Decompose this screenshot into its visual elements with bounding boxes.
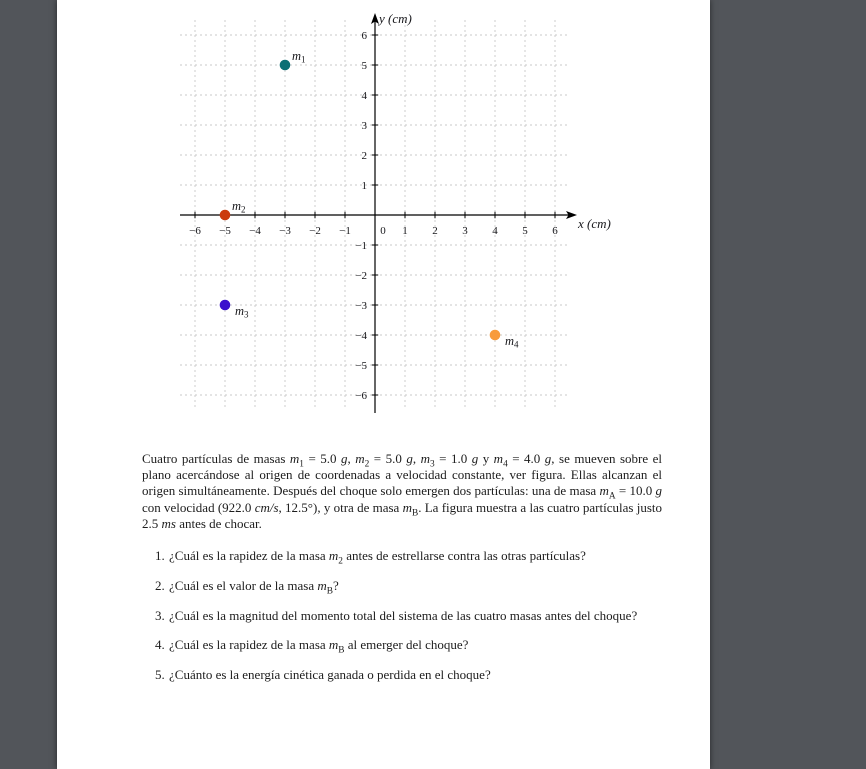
question-item <box>142 637 662 656</box>
y-tick-label: −6 <box>355 390 367 402</box>
question-number: 4. <box>155 637 165 653</box>
axes <box>180 19 571 413</box>
y-tick-label: 1 <box>361 180 367 192</box>
y-tick-label: 6 <box>361 30 367 42</box>
question-text: ¿Cuánto es la energía cinética ganada o perdida en el choque? <box>169 667 491 683</box>
point-m1 <box>280 60 291 71</box>
x-tick-label: 2 <box>432 225 438 237</box>
x-tick-label: −6 <box>189 225 201 237</box>
point-m2 <box>220 210 231 221</box>
question-text: ¿Cuál es la rapidez de la masa $m_B$ al emerger del choque? <box>169 637 469 656</box>
x-tick-label: 6 <box>552 225 558 237</box>
question-number: 2. <box>155 577 165 593</box>
question-text: ¿Cuál es el valor de la masa $m_B$? <box>169 577 339 597</box>
y-tick-label: −1 <box>355 240 367 252</box>
x-tick-label: 0 <box>380 225 386 237</box>
point-label-m4: $m_4$ <box>505 334 519 350</box>
x-tick-label: −1 <box>339 225 351 237</box>
x-tick-label: −2 <box>309 225 321 237</box>
document-page <box>57 0 710 769</box>
question-item <box>142 548 662 567</box>
x-tick-label: 1 <box>402 225 408 237</box>
y-tick-label: 4 <box>361 90 367 102</box>
point-m3 <box>220 300 231 311</box>
y-tick-label: −4 <box>355 330 367 342</box>
data-points <box>220 49 519 350</box>
question-item <box>142 667 662 683</box>
x-tick-label: 4 <box>492 225 498 237</box>
question-number: 1. <box>155 548 165 563</box>
question-item <box>142 577 662 597</box>
question-text: ¿Cuál es la rapidez de la masa $m_2$ antes de estrellarse contra las otras partículas? <box>169 548 586 567</box>
point-m4 <box>490 330 501 341</box>
y-tick-label: 5 <box>361 60 367 72</box>
y-tick-label: 3 <box>361 120 367 132</box>
y-tick-label: 2 <box>361 150 367 162</box>
problem-statement: Cuatro partículas de masas $m_1 = 5.0$ g, $m_2 = 5.0$ g, $m_3 = 1.0$ g y $m_4 = 4.0$ g, se mueven sobre el plano acercándose al origen de coordenadas a velocidad constante, ver figura. Ellas alcanzan el origen simultáneamente. Después del choque solo emergen dos partículas: una de masa $m_A = 10.0$ g con velocidad (922.0 cm/s, 12.5°), y otra de masa $m_B$. La figura muestra a las cuatro partículas justo 2.5 ms antes de chocar. <box>142 451 662 531</box>
x-tick-label: 3 <box>462 225 468 237</box>
question-text: ¿Cuál es la magnitud del momento total del sistema de las cuatro masas antes del choque? <box>169 607 638 623</box>
point-label-m2: $m_2$ <box>232 199 246 215</box>
y-tick-label: −2 <box>355 270 367 282</box>
x-tick-label: −3 <box>279 225 291 237</box>
x-tick-label: 5 <box>522 225 528 237</box>
question-number: 5. <box>155 667 165 683</box>
question-list <box>142 548 662 697</box>
x-axis-label: x (cm) <box>578 216 611 231</box>
axis-arrowheads <box>371 13 577 219</box>
point-label-m1: $m_1$ <box>292 49 306 65</box>
question-item <box>142 608 662 624</box>
question-number: 3. <box>155 607 165 623</box>
scatter-plot <box>57 0 710 445</box>
point-label-m3: $m_3$ <box>235 304 249 320</box>
y-tick-label: −5 <box>355 360 367 372</box>
x-tick-label: −4 <box>249 225 261 237</box>
tick-labels <box>189 30 558 402</box>
x-tick-label: −5 <box>219 225 231 237</box>
y-axis-label: y (cm) <box>379 11 412 26</box>
y-tick-label: −3 <box>355 300 367 312</box>
